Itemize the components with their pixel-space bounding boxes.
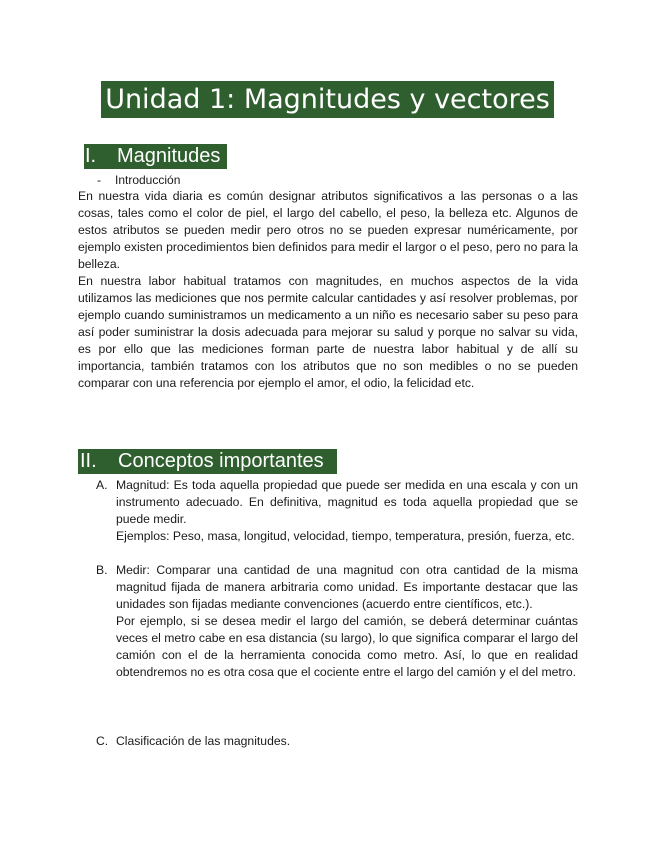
bullet-dash: - xyxy=(97,173,101,187)
list-item-magnitud xyxy=(96,477,578,545)
section-heading-conceptos xyxy=(78,449,337,474)
example-text: Por ejemplo, si se desea medir el largo del camión, se deberá determinar cuántas veces el metro cabe en esa distancia (su largo), lo que significa comparar el largo del camión con el de la herramienta conocida como metro. Así, lo que en realidad obtendremos no es otra cosa que el cociente entre el largo del camión y el del metro. xyxy=(116,614,578,679)
section-heading-magnitudes xyxy=(84,144,227,169)
section-title: Conceptos importantes xyxy=(118,450,324,472)
list-marker: A. xyxy=(96,478,108,492)
subheading-introduccion xyxy=(97,172,180,188)
intro-paragraph-1: En nuestra vida diaria es común designar atributos significativos a las personas o a las cosas, tales como el color de piel, el largo del cabello, el peso, la belleza etc. Algunos de estos atributos se pueden medir pero otros no se pueden expresar numéricamente, por ejemplo existen procedimientos bien definidos para medir el largor o el peso, pero no para la belleza. xyxy=(78,189,578,271)
list-marker: C. xyxy=(96,734,109,748)
definition-text: Medir: Comparar una cantidad de una magnitud con otra cantidad de la misma magnitud fijada de manera arbitraria como unidad. Es importante destacar que las unidades son fijadas mediante convenciones (acuerdo entre científicos, etc.). xyxy=(116,563,578,611)
subheading-label: Introducción xyxy=(115,173,181,187)
list-item-clasificacion xyxy=(96,733,578,750)
section-title: Magnitudes xyxy=(117,145,221,167)
definition-text: Magnitud: Es toda aquella propiedad que puede ser medida en una escala y con un instrumento adecuado. En definitiva, magnitud es toda aquella propiedad que se puede medir. xyxy=(116,478,578,526)
list-marker: B. xyxy=(96,563,108,577)
list-item-medir xyxy=(96,562,578,681)
section-number: I. xyxy=(85,145,97,167)
intro-paragraph-2: En nuestra labor habitual tratamos con magnitudes, en muchos aspectos de la vida utilizamos las mediciones que nos permite calcular cantidades y así resolver problemas, por ejemplo cuando suministramos un medicamento a un niño es necesario saber su peso para así poder suministrar la dosis adecuada para mejorar su salud y porque no salvar su vida, es por ello que las mediciones forman parte de nuestra labor habitual y de allí su importancia, también tratamos con los atributos que no son medibles o no se pueden comparar con una referencia por ejemplo el amor, el odio, la felicidad etc. xyxy=(78,274,578,390)
section-number: II. xyxy=(80,450,97,472)
item-text: Clasificación de las magnitudes. xyxy=(116,734,291,748)
page-title: Unidad 1: Magnitudes y vectores xyxy=(101,81,554,118)
examples-text: Ejemplos: Peso, masa, longitud, velocidad, tiempo, temperatura, presión, fuerza, etc. xyxy=(116,529,575,543)
